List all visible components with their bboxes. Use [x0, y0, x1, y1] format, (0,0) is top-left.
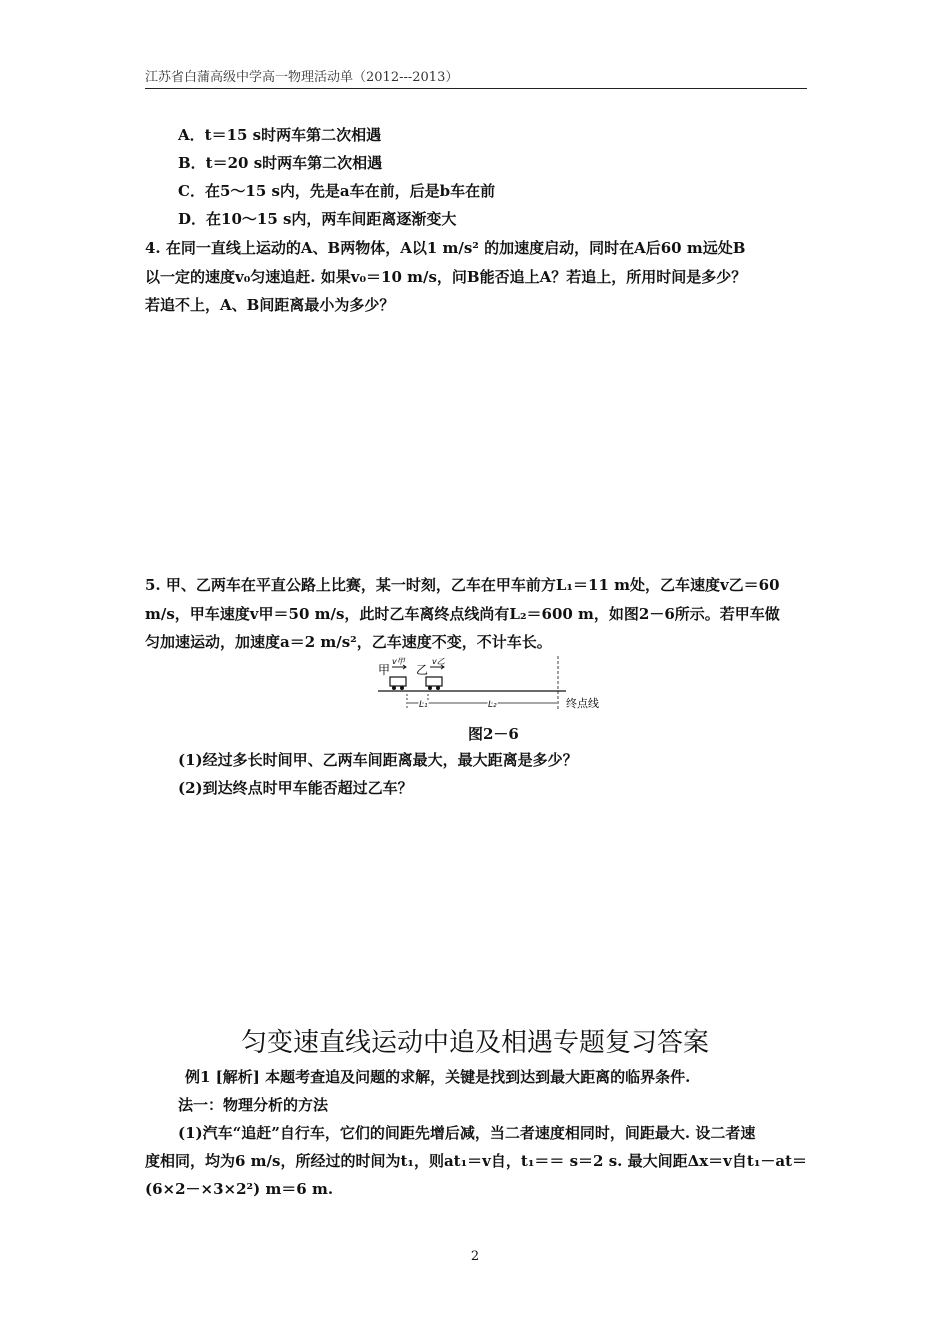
answer-line-5: (6×2－×3×2²) m＝6 m.	[145, 1180, 334, 1198]
q5-line-2: m/s，甲车速度v甲＝50 m/s，此时乙车离终点线尚有L₂＝600 m，如图2－6所示。若甲车做	[145, 605, 780, 623]
label-L1: L₁	[419, 700, 428, 710]
label-v-yi: v乙	[432, 657, 445, 666]
answer-title: 匀变速直线运动中追及相遇专题复习答案	[240, 1028, 709, 1058]
answer-line-4: 度相同，均为6 m/s，所经过的时间为t₁，则at₁＝v自，t₁＝＝ s＝2 s. 最大间距Δx＝v自t₁－at＝	[145, 1152, 808, 1170]
answer-line-2: 法一：物理分析的方法	[178, 1096, 329, 1114]
q4-line-1: 4. 在同一直线上运动的A、B两物体，A以1 m/s² 的加速度启动，同时在A后60 m远处B	[145, 239, 746, 257]
car-yi-wheel	[428, 686, 432, 690]
q5-line-1: 5. 甲、乙两车在平直公路上比赛，某一时刻，乙车在甲车前方L₁＝11 m处，乙车速度v乙＝60	[145, 576, 780, 594]
option-b: B．t＝20 s时两车第二次相遇	[178, 154, 383, 172]
figure-caption: 图2－6	[468, 725, 519, 743]
label-finish: 终点线	[566, 697, 599, 710]
label-jia: 甲	[378, 663, 391, 677]
q5-line-3: 匀加速运动，加速度a＝2 m/s²，乙车速度不变，不计车长。	[145, 633, 552, 651]
answer-line-3: (1)汽车“追赶”自行车，它们的间距先增后减，当二者速度相同时，间距最大. 设二者速	[178, 1124, 756, 1142]
car-yi	[426, 677, 442, 686]
page-header: 江苏省白蒲高级中学高一物理活动单（2012---2013）	[145, 66, 807, 89]
car-jia	[390, 677, 406, 686]
page-number: 2	[470, 1249, 480, 1264]
option-a: A．t＝15 s时两车第二次相遇	[178, 126, 382, 144]
q5-sub-1: (1)经过多长时间甲、乙两车间距离最大，最大距离是多少？	[178, 751, 578, 769]
label-L2: L₂	[488, 700, 497, 710]
option-d: D．在10～15 s内，两车间距离逐渐变大	[178, 210, 457, 228]
answer-line-1: 例1 [解析] 本题考查追及问题的求解，关键是找到达到最大距离的临界条件.	[185, 1068, 691, 1086]
q4-line-2: 以一定的速度v₀匀速追赶. 如果v₀＝10 m/s，问B能否追上A？若追上，所用时间是多少？	[145, 268, 747, 286]
car-jia-wheel	[400, 686, 404, 690]
car-jia-wheel	[392, 686, 396, 690]
label-v-jia: v甲	[392, 657, 405, 666]
label-yi: 乙	[416, 663, 429, 677]
option-c: C．在5～15 s内，先是a车在前，后是b车在前	[178, 182, 496, 200]
car-yi-wheel	[436, 686, 440, 690]
q4-line-3: 若追不上，A、B间距离最小为多少？	[145, 296, 395, 314]
q5-sub-2: (2)到达终点时甲车能否超过乙车？	[178, 779, 413, 797]
figure-2-6-diagram	[370, 654, 640, 716]
